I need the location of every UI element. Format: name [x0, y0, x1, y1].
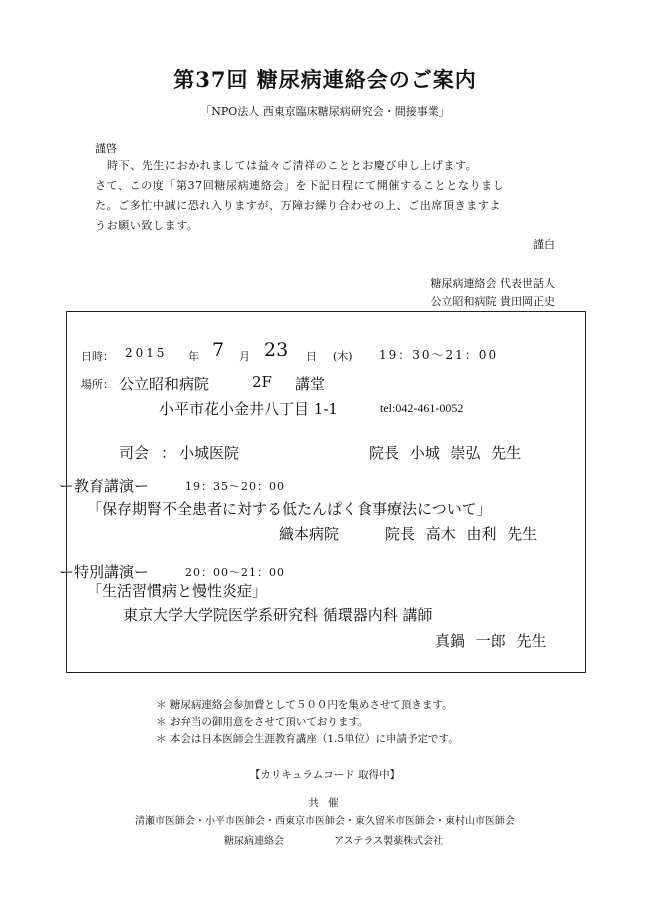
- year-unit: 年: [188, 350, 199, 363]
- body-line: さて、この度「第37回糖尿病連絡会」を下記日程にて開催することとなりまし: [95, 179, 505, 192]
- body-line: た。ご多忙中誠に恐れ入りますが、万障お繰り合わせの上、ご出席頂きますよ: [95, 199, 501, 212]
- date-label: 日時：: [81, 350, 114, 363]
- cosponsor-association: 糖尿病連絡会: [224, 836, 284, 847]
- lecture2-title: 「生活習慣病と慢性炎症」: [87, 582, 268, 600]
- place-name: 公立昭和病院: [119, 375, 210, 393]
- event-day: 23: [264, 339, 289, 361]
- lecture2-label: ー特別講演ー: [59, 563, 150, 581]
- event-weekday: (木): [333, 350, 353, 363]
- note-item: ＊ 糖尿病連絡会参加費として５００円を集めさせて頂きます。: [156, 699, 453, 711]
- chair-clinic: 小城医院: [179, 444, 240, 462]
- body-line: うお願い致します。: [95, 219, 199, 232]
- event-time: 19：30～21：00: [379, 348, 499, 362]
- curriculum-code: 【カリキュラムコード 取得中】: [249, 769, 401, 781]
- chair-person: 院長 小城 崇弘 先生: [369, 444, 522, 462]
- cosponsors-line1: 清瀬市医師会・小平市医師会・西東京市医師会・東久留米市医師会・東村山市医師会: [135, 816, 515, 827]
- page-title: 第37回 糖尿病連絡会のご案内: [173, 67, 477, 92]
- place-tel: tel:042-461-0052: [380, 401, 464, 415]
- lecture1-time: 19：35～20：00: [185, 480, 285, 493]
- sender-name: 公立昭和病院 貴田岡正史: [430, 295, 555, 308]
- lecture2-time: 20：00～21：00: [185, 566, 285, 579]
- body-line: 時下、先生におかれましては益々ご清祥のこととお慶び申し上げます。: [107, 159, 478, 172]
- salutation: 謹啓: [95, 142, 117, 155]
- note-item: ＊ 本会は日本医師会生涯教育講座（1.5単位）に申請予定です。: [156, 733, 459, 745]
- chair-label: 司会: [119, 444, 150, 462]
- sender-title: 糖尿病連絡会 代表世話人: [430, 277, 555, 290]
- cosponsor-label: 共 催: [308, 797, 342, 809]
- note-item: ＊ お弁当の御用意をさせて頂いております。: [156, 716, 369, 728]
- place-label: 場所：: [81, 378, 114, 391]
- month-unit: 月: [239, 350, 250, 363]
- event-month: 7: [212, 339, 225, 361]
- place-floor: 2F: [252, 373, 272, 391]
- day-unit: 日: [306, 350, 317, 363]
- page-subtitle: 「NPO法人 西東京臨床糖尿病研究会・間接事業」: [200, 105, 450, 118]
- event-details-box: [59, 311, 586, 673]
- lecture1-label: ー教育講演ー: [59, 477, 150, 495]
- closing: 謹白: [533, 238, 555, 251]
- lecture1-title: 「保存期腎不全患者に対する低たんぱく食事療法について」: [87, 500, 492, 518]
- lecture1-speaker: 院長 高木 由利 先生: [385, 525, 538, 543]
- place-address: 小平市花小金井八丁目 1-1: [159, 400, 338, 418]
- event-year: 2015: [125, 346, 168, 360]
- chair-separator: ：: [161, 444, 177, 462]
- cosponsor-company: アステラス製薬株式会社: [334, 836, 444, 847]
- place-hall: 講堂: [295, 375, 326, 393]
- lecture2-affiliation: 東京大学大学院医学系研究科 循環器内科 講師: [123, 606, 433, 624]
- lecture2-speaker: 真鍋 一郎 先生: [435, 632, 547, 650]
- lecture1-hospital: 織本病院: [279, 525, 340, 543]
